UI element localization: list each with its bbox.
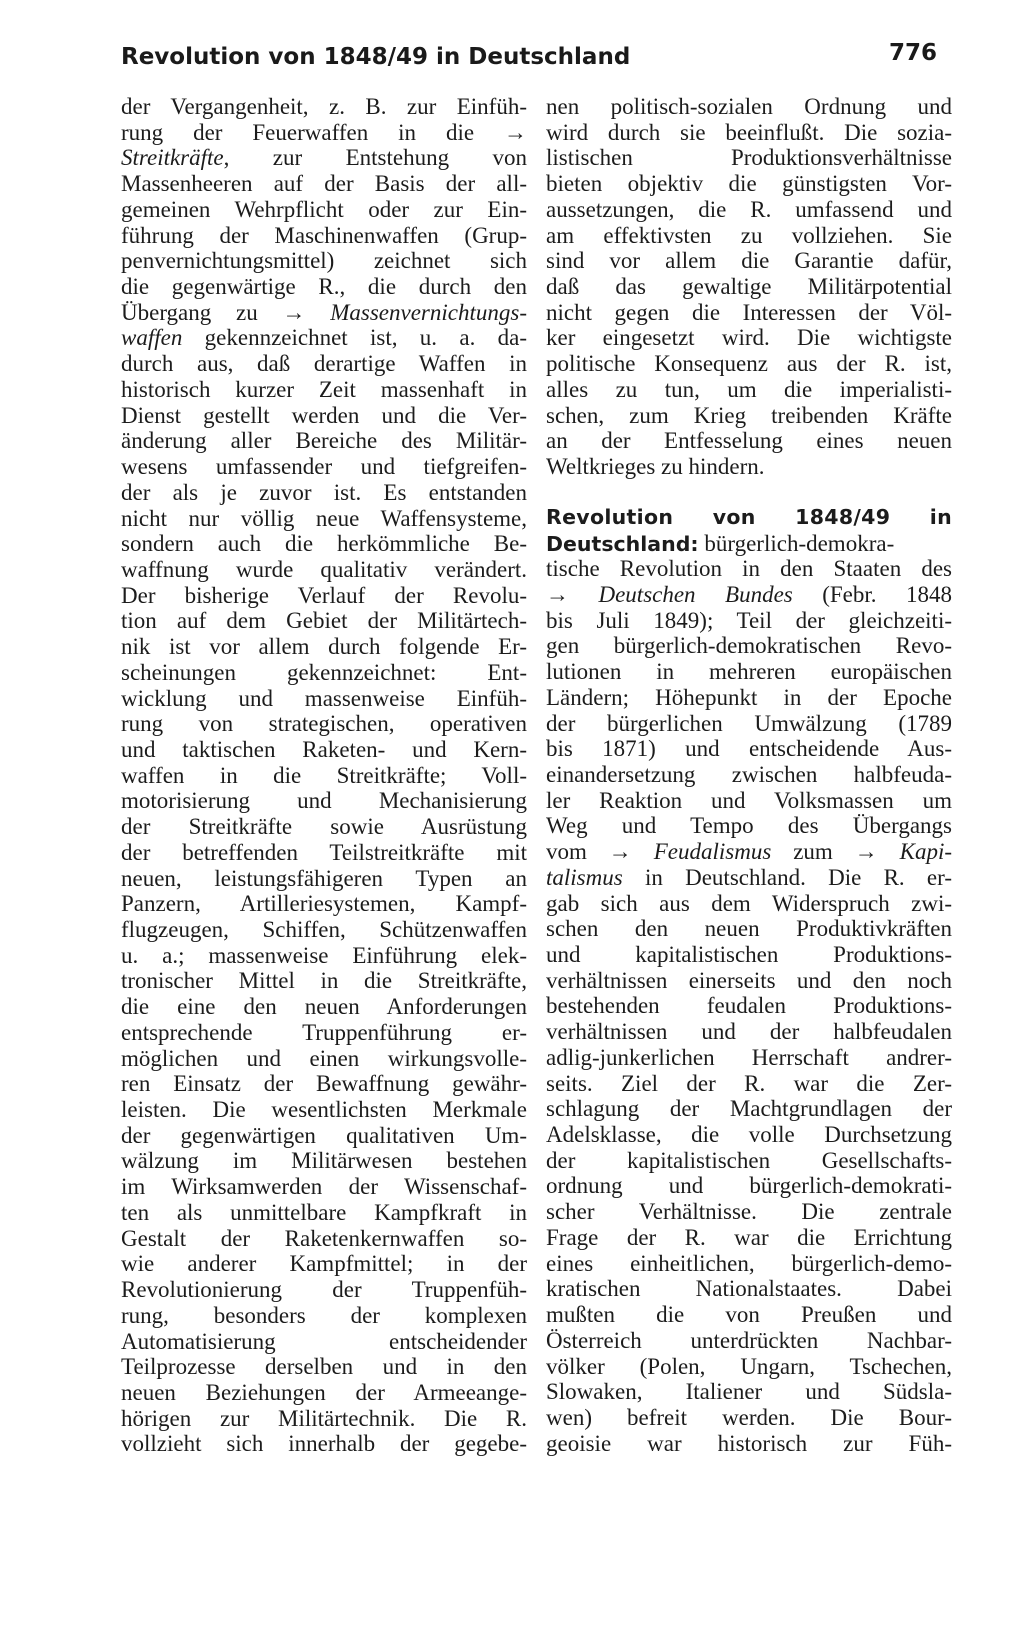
text-line: Dienst gestellt werden und die Ver- bbox=[121, 402, 527, 428]
text-line: historisch kurzer Zeit massenhaft in bbox=[121, 376, 527, 402]
text-line: die eine den neuen Anforderungen bbox=[121, 994, 527, 1020]
text-line: sondern auch die herkömmliche Be- bbox=[121, 531, 527, 557]
text-line: flugzeugen, Schiffen, Schützenwaffen bbox=[121, 917, 527, 942]
text-line: leisten. Die wesentlichsten Merkmale bbox=[121, 1097, 527, 1123]
text-line: listischen Produktionsverhältnisse bbox=[546, 145, 952, 171]
text-line: Panzern, Artilleriesystemen, Kampf- bbox=[121, 891, 527, 917]
text-line: mußten die von Preußen und bbox=[546, 1302, 952, 1328]
text-line: scheinungen gekennzeichnet: Ent- bbox=[121, 659, 527, 685]
text-line: änderung aller Bereiche des Militär- bbox=[121, 428, 527, 454]
text-line: an der Entfesselung eines neuen bbox=[546, 428, 952, 454]
text-line: führung der Maschinenwaffen (Grup- bbox=[121, 222, 527, 248]
text-line: sind vor allem die Garantie dafür, bbox=[546, 248, 952, 274]
text-line: kratischen Nationalstaates. Dabei bbox=[546, 1276, 952, 1302]
text-line: Übergang zu → Massenvernichtungs- bbox=[121, 299, 527, 325]
text-line: Teilprozesse derselben und in den bbox=[121, 1354, 527, 1380]
text-line: seits. Ziel der R. war die Zer- bbox=[546, 1070, 952, 1096]
text-line: am effektivsten zu vollziehen. Sie bbox=[546, 222, 952, 248]
text-line: Weg und Tempo des Übergangs bbox=[546, 813, 952, 839]
text-line: wen) befreit werden. Die Bour- bbox=[546, 1404, 952, 1430]
text-line: und taktischen Raketen- und Kern- bbox=[121, 736, 527, 762]
text-line: bis Juli 1849); Teil der gleichzeiti- bbox=[546, 607, 952, 633]
text-line: verhältnissen einerseits und den noch bbox=[546, 967, 952, 993]
text-line: ordnung und bürgerlich-demokrati- bbox=[546, 1173, 952, 1199]
text-line: gab sich aus dem Widerspruch zwi- bbox=[546, 890, 952, 916]
text-line: durch aus, daß derartige Waffen in bbox=[121, 351, 527, 377]
text-line: der als je zuvor ist. Es entstanden bbox=[121, 479, 527, 505]
text-line: im Wirksamwerden der Wissenschaf- bbox=[121, 1174, 527, 1200]
right-column bbox=[546, 94, 952, 1456]
text-line: rung der Feuerwaffen in die → bbox=[121, 119, 527, 145]
text-line: eines einheitlichen, bürgerlich-demo- bbox=[546, 1250, 952, 1276]
entry-heading: Revolution von 1848/49 in bbox=[546, 504, 952, 529]
text-line: schlagung der Machtgrundlagen der bbox=[546, 1096, 952, 1122]
text-line: nen politisch-sozialen Ordnung und bbox=[546, 94, 952, 119]
entry-heading-line bbox=[546, 531, 952, 557]
text-line: adlig-junkerlichen Herrschaft andrer- bbox=[546, 1044, 952, 1070]
text-line: hörigen zur Militärtechnik. Die R. bbox=[121, 1405, 527, 1431]
text-line: daß das gewaltige Militärpotential bbox=[546, 274, 952, 300]
text-line: Massenheeren auf der Basis der all- bbox=[121, 171, 527, 197]
text-line: und kapitalistischen Produktions- bbox=[546, 942, 952, 967]
text-line: gemeinen Wehrpflicht oder zur Ein- bbox=[121, 196, 527, 222]
text-line: die gegenwärtige R., die durch den bbox=[121, 274, 527, 300]
text-line: Österreich unterdrückten Nachbar- bbox=[546, 1327, 952, 1353]
text-line: bestehenden feudalen Produktions- bbox=[546, 993, 952, 1019]
text-line: Adelsklasse, die volle Durchsetzung bbox=[546, 1122, 952, 1148]
text-line: Slowaken, Italiener und Südsla- bbox=[546, 1379, 952, 1405]
left-column bbox=[121, 94, 527, 1457]
text-line: tronischer Mittel in die Streitkräfte, bbox=[121, 968, 527, 994]
entry-first-text: bürgerlich-demokra- bbox=[704, 530, 895, 556]
text-line: wicklung und massenweise Einfüh- bbox=[121, 685, 527, 711]
text-line: schen, zum Krieg treibenden Kräfte bbox=[546, 402, 952, 428]
text-line: tische Revolution in den Staaten des bbox=[546, 556, 952, 582]
text-line: völker (Polen, Ungarn, Tschechen, bbox=[546, 1353, 952, 1379]
text-line: scher Verhältnisse. Die zentrale bbox=[546, 1199, 952, 1225]
text-line: motorisierung und Mechanisierung bbox=[121, 788, 527, 814]
running-header-title: Revolution von 1848/49 in Deutschland bbox=[121, 44, 631, 70]
text-line: lutionen in mehreren europäischen bbox=[546, 659, 952, 685]
text-line: politische Konsequenz aus der R. ist, bbox=[546, 351, 952, 377]
text-line: bieten objektiv die günstigsten Vor- bbox=[546, 171, 952, 197]
text-line: neuen Beziehungen der Armeeange- bbox=[121, 1379, 527, 1405]
text-line: waffnung wurde qualitativ verändert. bbox=[121, 556, 527, 582]
text-line: Der bisherige Verlauf der Revolu- bbox=[121, 582, 527, 608]
text-line: nicht gegen die Interessen der Völ- bbox=[546, 299, 952, 325]
text-line: wesens umfassender und tiefgreifen- bbox=[121, 454, 527, 480]
text-line: nicht nur völlig neue Waffensysteme, bbox=[121, 505, 527, 531]
text-line: ker eingesetzt wird. Die wichtigste bbox=[546, 325, 952, 351]
text-line: der Vergangenheit, z. B. zur Einfüh- bbox=[121, 94, 527, 119]
text-line: tion auf dem Gebiet der Militärtech- bbox=[121, 608, 527, 634]
text-line: Revolutionierung der Truppenfüh- bbox=[121, 1277, 527, 1303]
text-line: rung von strategischen, operativen bbox=[121, 711, 527, 737]
text-line: der kapitalistischen Gesellschafts- bbox=[546, 1147, 952, 1173]
text-line: waffen in die Streitkräfte; Voll- bbox=[121, 762, 527, 788]
text-line: gen bürgerlich-demokratischen Revo- bbox=[546, 633, 952, 659]
text-line: ren Einsatz der Bewaffnung gewähr- bbox=[121, 1071, 527, 1097]
text-line: einandersetzung zwischen halbfeuda- bbox=[546, 761, 952, 787]
text-line: Weltkrieges zu hindern. bbox=[546, 454, 765, 480]
text-line: waffen gekennzeichnet ist, u. a. da- bbox=[121, 325, 527, 351]
text-line: alles zu tun, um die imperialisti- bbox=[546, 376, 952, 402]
text-line: penvernichtungsmittel) zeichnet sich bbox=[121, 248, 527, 274]
text-line: nik ist vor allem durch folgende Er- bbox=[121, 634, 527, 660]
text-line: aussetzungen, die R. umfassend und bbox=[546, 196, 952, 222]
text-line: vom → Feudalismus zum → Kapi- bbox=[546, 839, 952, 865]
text-line: der gegenwärtigen qualitativen Um- bbox=[121, 1122, 527, 1148]
text-line: talismus in Deutschland. Die R. er- bbox=[546, 864, 952, 890]
text-line: wie anderer Kampfmittel; in der bbox=[121, 1251, 527, 1277]
text-line: neuen, leistungsfähigeren Typen an bbox=[121, 865, 527, 891]
text-line: Gestalt der Raketenkernwaffen so- bbox=[121, 1225, 527, 1251]
text-line: entsprechende Truppenführung er- bbox=[121, 1019, 527, 1045]
text-line: der betreffenden Teilstreitkräfte mit bbox=[121, 839, 527, 865]
text-line: Frage der R. war die Errichtung bbox=[546, 1224, 952, 1250]
text-line: vollzieht sich innerhalb der gegebe- bbox=[121, 1431, 527, 1457]
text-line: rung, besonders der komplexen bbox=[121, 1302, 527, 1328]
text-line: möglichen und einen wirkungsvolle- bbox=[121, 1045, 527, 1071]
text-line: verhältnissen und der halbfeudalen bbox=[546, 1019, 952, 1045]
text-line: bis 1871) und entscheidende Aus- bbox=[546, 736, 952, 762]
text-line: wird durch sie beeinflußt. Die sozia- bbox=[546, 119, 952, 145]
text-line: wälzung im Militärwesen bestehen bbox=[121, 1148, 527, 1174]
text-line: der Streitkräfte sowie Ausrüstung bbox=[121, 814, 527, 840]
page-number: 776 bbox=[889, 40, 938, 66]
text-line: ten als unmittelbare Kampfkraft in bbox=[121, 1199, 527, 1225]
text-line: geoisie war historisch zur Füh- bbox=[546, 1430, 952, 1456]
text-line: → Deutschen Bundes (Febr. 1848 bbox=[546, 581, 952, 607]
text-line: u. a.; massenweise Einführung elek- bbox=[121, 942, 527, 968]
entry-heading-term: Deutschland: bbox=[546, 531, 699, 556]
text-line: Automatisierung entscheidender bbox=[121, 1328, 527, 1354]
text-line: ler Reaktion und Volksmassen um bbox=[546, 787, 952, 813]
text-line: der bürgerlichen Umwälzung (1789 bbox=[546, 710, 952, 736]
text-line: Streitkräfte, zur Entstehung von bbox=[121, 145, 527, 171]
text-line: Ländern; Höhepunkt in der Epoche bbox=[546, 684, 952, 710]
text-line: schen den neuen Produktivkräften bbox=[546, 916, 952, 942]
